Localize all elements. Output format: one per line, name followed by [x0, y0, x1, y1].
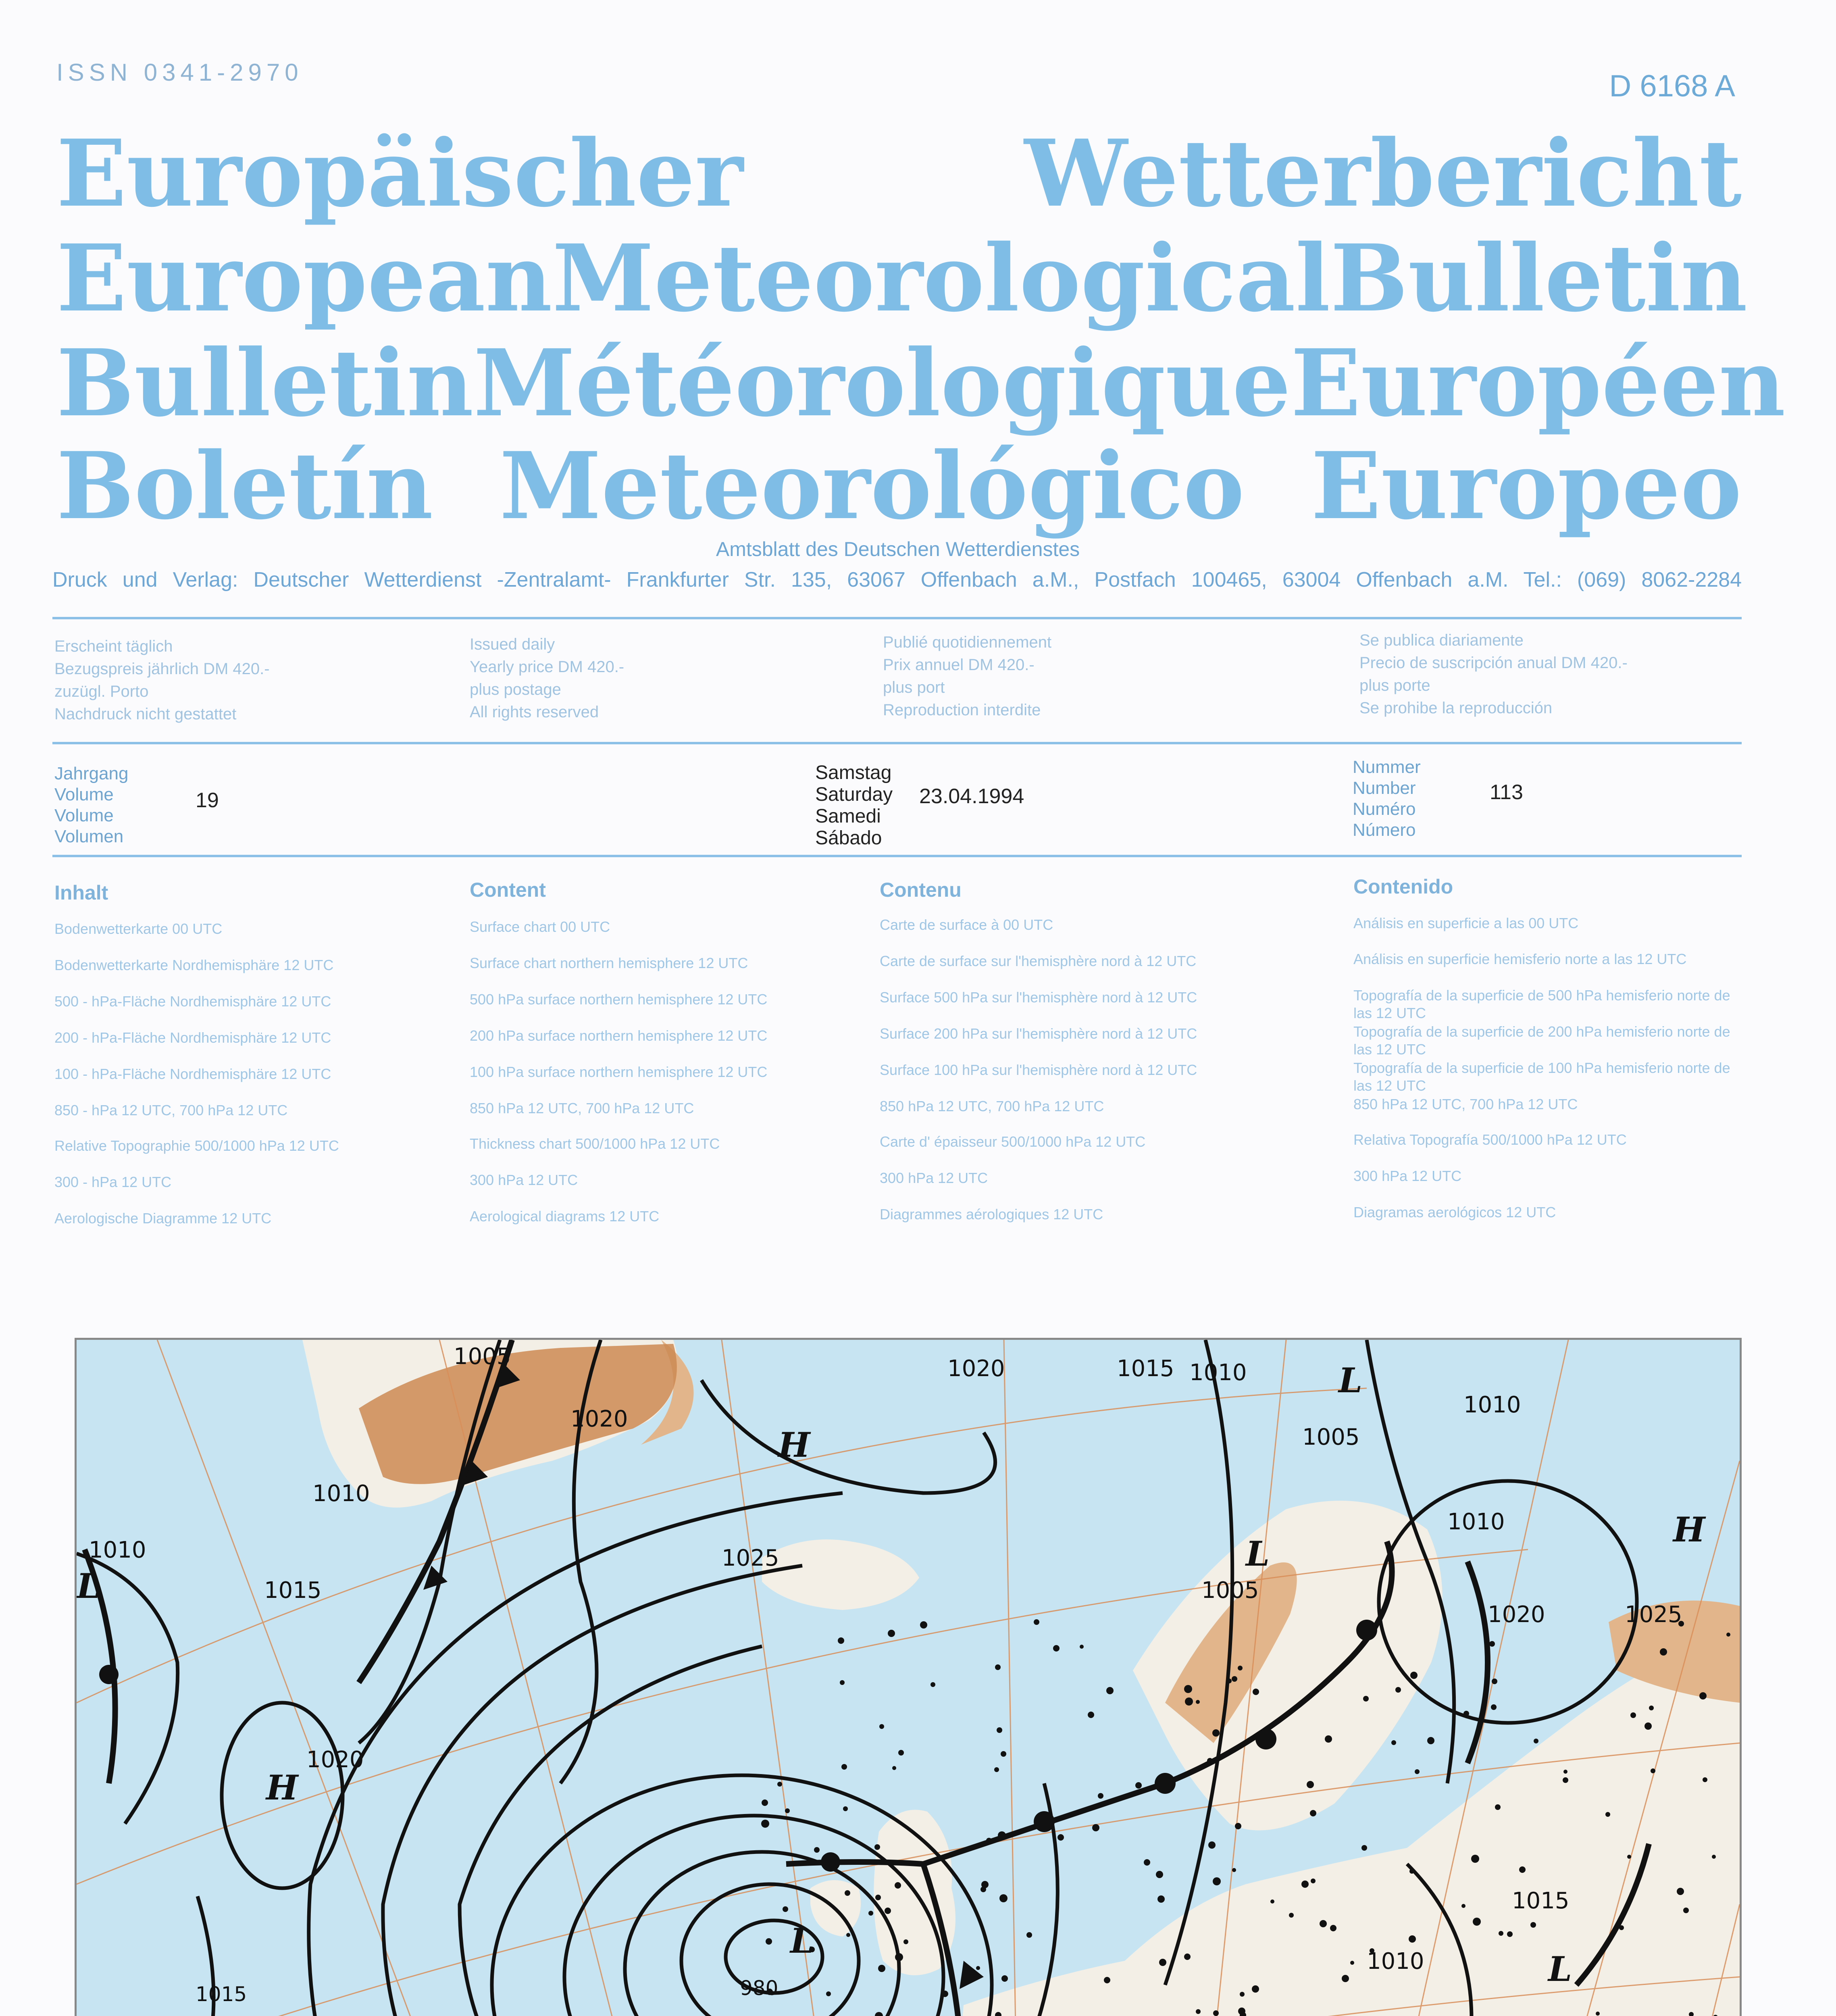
station-marker	[1034, 1619, 1039, 1625]
title-word: Meteorological	[552, 224, 1330, 332]
station-marker	[1415, 1769, 1420, 1774]
station-marker	[1053, 1645, 1060, 1652]
station-marker	[878, 1965, 885, 1972]
station-marker	[1409, 1935, 1416, 1943]
station-marker	[1212, 1729, 1220, 1737]
station-marker	[903, 1939, 908, 1944]
contents-heading-french: Contenu	[880, 879, 962, 901]
station-marker	[1252, 1985, 1259, 1993]
station-marker	[1057, 1834, 1064, 1841]
station-marker	[1310, 1810, 1316, 1816]
isobar-label: 1010	[1189, 1360, 1247, 1386]
contents-item: 300 hPa 12 UTC	[470, 1172, 578, 1188]
isobar-label: 1020	[570, 1406, 628, 1432]
station-marker	[994, 1767, 999, 1772]
station-marker	[1726, 1633, 1730, 1637]
station-marker	[1463, 1711, 1469, 1716]
station-marker	[1649, 1706, 1654, 1710]
isobar-label: 1025	[1625, 1602, 1682, 1628]
number-label: Número	[1353, 820, 1416, 840]
station-marker	[1232, 1868, 1236, 1872]
station-marker	[1135, 1782, 1142, 1789]
station-marker	[1196, 2009, 1201, 2014]
station-marker	[783, 1906, 788, 1912]
title-word: Europeo	[1311, 432, 1742, 540]
publisher-line: Druck und Verlag: Deutscher Wetterdienst -Zentralamt- Frankfurter Str. 135, 63067 Offenbach a.M., Postfach 100465, 63004 Offenbach a.M. Tel.: (069) 8062-2284	[52, 568, 1742, 591]
station-marker	[1311, 1879, 1316, 1883]
volume-label: Volume	[54, 806, 114, 825]
contents-heading-german: Inhalt	[54, 881, 108, 904]
title-french	[56, 329, 1786, 437]
station-marker	[1238, 1666, 1243, 1670]
station-marker	[1391, 1740, 1396, 1745]
station-marker	[1492, 1679, 1497, 1684]
divider	[52, 617, 1742, 619]
subscription-line: plus postage	[470, 681, 561, 698]
station-marker	[766, 1938, 772, 1945]
isobar-label: 1020	[1488, 1602, 1545, 1628]
station-marker	[1660, 1648, 1667, 1656]
subscription-line: Issued daily	[470, 635, 555, 653]
subscription-line: Erscheint täglich	[54, 637, 173, 655]
subscription-line: Reproduction interdite	[883, 701, 1041, 719]
pressure-center-label: H	[266, 1768, 298, 1808]
station-marker	[1605, 1812, 1610, 1817]
issue-date: 23.04.1994	[919, 785, 1024, 808]
title-german	[56, 121, 1742, 226]
station-marker	[1534, 1739, 1538, 1743]
contents-heading-spanish: Contenido	[1353, 875, 1453, 898]
contents-item: Diagramas aerológicos 12 UTC	[1353, 1204, 1556, 1220]
subscription-german	[54, 635, 270, 725]
station-marker	[879, 1724, 884, 1729]
station-marker	[841, 1764, 847, 1770]
station-marker	[1320, 1920, 1327, 1927]
warm-front-west	[786, 1862, 923, 1864]
station-marker	[1409, 1869, 1414, 1874]
station-marker	[1184, 1685, 1192, 1693]
contents-item: 850 hPa 12 UTC, 700 hPa 12 UTC	[880, 1098, 1104, 1114]
isobar-label: 1020	[306, 1747, 364, 1773]
contents-item: Topografía de la superficie de 200 hPa hemisferio norte de las 12 UTC	[1353, 1023, 1730, 1058]
station-marker	[980, 1887, 986, 1892]
title-word: Wetterbericht	[1024, 119, 1742, 227]
isobar-label: 1005	[454, 1343, 511, 1370]
station-marker	[1427, 1737, 1434, 1744]
pressure-center-label: L	[77, 1566, 101, 1606]
station-marker	[838, 1637, 844, 1644]
isobar-label: 1005	[1302, 1424, 1360, 1450]
station-marker	[1519, 1866, 1526, 1873]
contents-item: Topografía de la superficie de 500 hPa hemisferio norte de las 12 UTC	[1353, 987, 1730, 1021]
volume-labels	[54, 763, 128, 847]
station-marker	[997, 1727, 1002, 1733]
number-labels	[1353, 757, 1421, 841]
pressure-center-label: L	[1246, 1534, 1270, 1574]
station-marker	[1159, 1959, 1166, 1966]
station-marker	[930, 1682, 935, 1687]
day-label: Samstag	[815, 762, 892, 783]
isobar-label: 1010	[1447, 1509, 1505, 1535]
station-marker	[1330, 1925, 1336, 1931]
title-word: Europäischer	[56, 119, 743, 227]
isobar-label: 1020	[947, 1356, 1005, 1382]
isobar-label: 1015	[1512, 1888, 1570, 1914]
station-marker	[1088, 1712, 1094, 1718]
station-marker	[1307, 1781, 1314, 1788]
station-marker	[840, 1680, 845, 1685]
station-marker	[1227, 1679, 1232, 1683]
title-word: Européen	[1291, 329, 1786, 437]
title-english	[56, 224, 1748, 332]
station-marker	[1104, 1977, 1110, 1983]
station-marker	[1473, 1918, 1481, 1926]
station-marker	[1342, 1975, 1349, 1982]
contents-item: Análisis en superficie a las 00 UTC	[1353, 915, 1579, 931]
contents-item: Carte de surface à 00 UTC	[880, 916, 1053, 933]
title-word: Bulletin	[1330, 224, 1748, 332]
divider	[52, 742, 1742, 744]
volume-label: Jahrgang	[54, 764, 129, 783]
title-spanish	[56, 433, 1742, 538]
station-marker	[1232, 1676, 1237, 1682]
day-label: Samedi	[815, 806, 881, 827]
station-marker	[1157, 1895, 1165, 1903]
station-marker	[1207, 1758, 1213, 1764]
station-marker	[895, 1882, 901, 1889]
contents-item: 850 hPa 12 UTC, 700 hPa 12 UTC	[1353, 1096, 1578, 1112]
station-marker	[1185, 1697, 1193, 1706]
station-marker	[1596, 2012, 1600, 2016]
contents-item: Aerologische Diagramme 12 UTC	[54, 1210, 272, 1227]
contents-item: Surface chart 00 UTC	[470, 918, 610, 935]
amtsblatt-line: Amtsblatt des Deutschen Wetterdienstes	[716, 538, 1080, 560]
station-marker	[999, 1894, 1008, 1902]
station-marker	[1410, 1672, 1418, 1679]
station-marker	[1301, 1881, 1309, 1888]
station-marker	[777, 1782, 782, 1787]
contents-item: Topografía de la superficie de 100 hPa hemisferio norte de las 12 UTC	[1353, 1060, 1730, 1094]
station-marker	[921, 1864, 927, 1869]
subscription-line: plus porte	[1359, 677, 1430, 694]
station-marker	[1001, 1975, 1008, 1982]
subscription-line: Precio de suscripción anual DM 420.-	[1359, 654, 1628, 672]
title-word: European	[56, 224, 552, 332]
isobar-label: 1005	[1201, 1577, 1259, 1604]
title-word: Météorologique	[473, 329, 1291, 437]
station-marker	[761, 1820, 769, 1828]
pressure-center-label: H	[778, 1425, 810, 1465]
station-marker	[1712, 1855, 1716, 1859]
number-label: Number	[1353, 778, 1416, 798]
contents-item: Surface chart northern hemisphere 12 UTC	[470, 955, 748, 971]
contents-item: 850 hPa 12 UTC, 700 hPa 12 UTC	[470, 1100, 694, 1116]
station-marker	[1350, 1961, 1354, 1965]
station-marker	[814, 1847, 820, 1853]
station-marker	[846, 1933, 850, 1937]
station-marker	[1619, 1925, 1624, 1930]
station-marker	[1026, 1932, 1032, 1938]
station-marker	[1184, 1954, 1191, 1960]
contents-item: 300 - hPa 12 UTC	[54, 1174, 172, 1190]
subscription-line: All rights reserved	[470, 703, 599, 721]
station-marker	[1699, 1692, 1707, 1699]
station-marker	[1395, 1687, 1401, 1693]
isobar-label: 980	[740, 1976, 779, 2000]
subscription-line: Nachdruck nicht gestattet	[54, 705, 237, 723]
title-word: Bulletin	[56, 329, 474, 437]
station-marker	[976, 1966, 980, 1970]
contents-item: Surface 100 hPa sur l'hemisphère nord à 12 UTC	[880, 1062, 1197, 1078]
contents-item: Bodenwetterkarte 00 UTC	[54, 921, 223, 937]
contents-item: 500 hPa surface northern hemisphere 12 UTC	[470, 991, 768, 1008]
contents-item: 850 - hPa 12 UTC, 700 hPa 12 UTC	[54, 1102, 288, 1118]
title-word: Boletín	[56, 432, 433, 540]
subscription-line: Publié quotidiennement	[883, 633, 1052, 651]
day-label: Saturday	[815, 784, 893, 805]
station-marker	[920, 1621, 927, 1629]
contents-item: Carte de surface sur l'hemisphère nord à 12 UTC	[880, 953, 1197, 969]
contents-item: Aerological diagrams 12 UTC	[470, 1208, 660, 1225]
station-marker	[1213, 2010, 1219, 2016]
subscription-spanish	[1359, 629, 1628, 719]
station-marker	[986, 1838, 992, 1843]
number-label: Nummer	[1353, 757, 1421, 777]
station-marker	[1253, 1689, 1259, 1695]
station-marker	[1644, 1722, 1652, 1730]
station-marker	[1361, 1845, 1367, 1851]
station-marker	[1489, 1641, 1495, 1647]
station-marker	[998, 1831, 1006, 1839]
contents-item: Surface 500 hPa sur l'hemisphère nord à 12 UTC	[880, 989, 1197, 1006]
station-marker	[826, 1991, 831, 1996]
subscription-line: Se publica diariamente	[1359, 631, 1524, 649]
station-marker	[1196, 1700, 1200, 1704]
pressure-center-label: L	[1548, 1949, 1572, 1989]
station-marker	[1289, 1913, 1294, 1918]
station-marker	[1471, 1855, 1479, 1863]
contents-item: Análisis en superficie hemisferio norte a las 12 UTC	[1353, 951, 1687, 967]
station-marker	[1080, 1645, 1084, 1649]
issn-number: ISSN 0341-2970	[56, 59, 303, 86]
subscription-line: plus port	[883, 679, 945, 696]
station-marker	[1270, 1899, 1274, 1904]
volume-value: 19	[196, 789, 219, 812]
isobar-label: 1010	[1463, 1392, 1521, 1418]
station-marker	[1235, 1823, 1241, 1829]
station-marker	[895, 1953, 903, 1961]
station-marker	[885, 1908, 891, 1914]
contents-item: Bodenwetterkarte Nordhemisphäre 12 UTC	[54, 957, 334, 973]
publication-code: D 6168 A	[1609, 69, 1735, 103]
contents-item: Surface 200 hPa sur l'hemisphère nord à 12 UTC	[880, 1025, 1197, 1042]
station-marker	[1098, 1793, 1103, 1799]
station-marker	[1499, 1931, 1503, 1936]
station-marker	[892, 1766, 896, 1770]
station-marker	[1563, 1770, 1567, 1774]
contents-item: 500 - hPa-Fläche Nordhemisphäre 12 UTC	[54, 993, 331, 1010]
station-marker	[845, 1890, 850, 1896]
station-marker	[1240, 1992, 1245, 1997]
station-marker	[1651, 1768, 1655, 1773]
day-labels	[815, 762, 893, 849]
station-marker	[1627, 1855, 1631, 1859]
station-marker	[888, 1630, 895, 1637]
number-label: Numéro	[1353, 799, 1416, 819]
station-marker	[1213, 1877, 1221, 1885]
contents-item: 200 hPa surface northern hemisphere 12 UTC	[470, 1027, 768, 1044]
station-marker	[1156, 1871, 1163, 1878]
contents-item: 100 - hPa-Fläche Nordhemisphäre 12 UTC	[54, 1066, 331, 1082]
station-marker	[967, 1968, 973, 1974]
station-marker	[785, 1808, 790, 1813]
contents-item: Relative Topographie 500/1000 hPa 12 UTC	[54, 1137, 339, 1154]
isobar-label: 1010	[89, 1537, 146, 1563]
isobar-label: 1010	[1367, 1948, 1424, 1974]
isobar-label: 1015	[264, 1577, 322, 1604]
station-marker	[874, 1844, 880, 1850]
subscription-line: Se prohibe la reproducción	[1359, 699, 1553, 717]
contents-item: 100 hPa surface northern hemisphere 12 UTC	[470, 1064, 768, 1080]
contents-item: Relativa Topografía 500/1000 hPa 12 UTC	[1353, 1131, 1627, 1148]
day-label: Sábado	[815, 827, 882, 849]
station-marker	[898, 1750, 904, 1756]
station-marker	[762, 1799, 768, 1806]
station-marker	[1495, 1804, 1501, 1810]
isobar-label: 1015	[1117, 1356, 1174, 1382]
surface-weather-map	[75, 1338, 1742, 2016]
pressure-center-label: H	[1673, 1510, 1705, 1549]
station-marker	[1106, 1687, 1114, 1694]
station-marker	[1677, 1888, 1684, 1895]
station-marker	[1563, 1777, 1568, 1783]
volume-label: Volume	[54, 785, 114, 804]
isobar-label: 1025	[722, 1545, 779, 1571]
divider	[52, 855, 1742, 857]
station-marker	[868, 1911, 873, 1916]
station-marker	[843, 1806, 848, 1811]
weather-map-svg	[77, 1340, 1740, 2016]
pressure-center-label: L	[790, 1921, 814, 1961]
station-marker	[1630, 1712, 1636, 1718]
station-marker	[1001, 1751, 1006, 1757]
station-marker	[1703, 1777, 1707, 1782]
station-marker	[1461, 1904, 1465, 1908]
station-marker	[1325, 1735, 1332, 1743]
contents-item: 300 hPa 12 UTC	[1353, 1168, 1462, 1184]
contents-item: 200 - hPa-Fläche Nordhemisphäre 12 UTC	[54, 1029, 331, 1046]
subscription-line: Prix annuel DM 420.-	[883, 656, 1035, 674]
station-marker	[995, 1664, 1001, 1670]
contents-item: 300 hPa 12 UTC	[880, 1170, 988, 1186]
station-marker	[1507, 1931, 1513, 1937]
contents-item: Diagrammes aérologiques 12 UTC	[880, 1206, 1103, 1223]
station-marker	[1208, 1841, 1216, 1849]
station-marker	[1683, 1908, 1689, 1913]
subscription-french	[883, 631, 1051, 721]
station-marker	[1144, 1859, 1150, 1866]
station-marker	[942, 1991, 948, 1997]
contents-item: Thickness chart 500/1000 hPa 12 UTC	[470, 1135, 720, 1152]
subscription-line: Bezugspreis jährlich DM 420.-	[54, 660, 270, 678]
station-marker	[1530, 1922, 1536, 1928]
station-marker	[1491, 1704, 1497, 1710]
station-marker	[875, 1895, 881, 1900]
contents-heading-english: Content	[470, 879, 546, 901]
volume-label: Volumen	[54, 827, 124, 846]
station-marker	[1363, 1696, 1369, 1702]
subscription-english	[470, 633, 624, 723]
isobar-label: 1010	[312, 1481, 370, 1507]
subscription-line: Yearly price DM 420.-	[470, 658, 624, 676]
title-word: Meteorológico	[500, 432, 1245, 540]
pressure-center-label: L	[1338, 1360, 1363, 1400]
contents-item: Carte d' épaisseur 500/1000 hPa 12 UTC	[880, 1133, 1146, 1150]
subscription-line: zuzügl. Porto	[54, 683, 149, 700]
station-marker	[1092, 1824, 1099, 1831]
issue-number: 113	[1490, 781, 1523, 804]
isobar-label: 1015	[196, 1983, 247, 2006]
